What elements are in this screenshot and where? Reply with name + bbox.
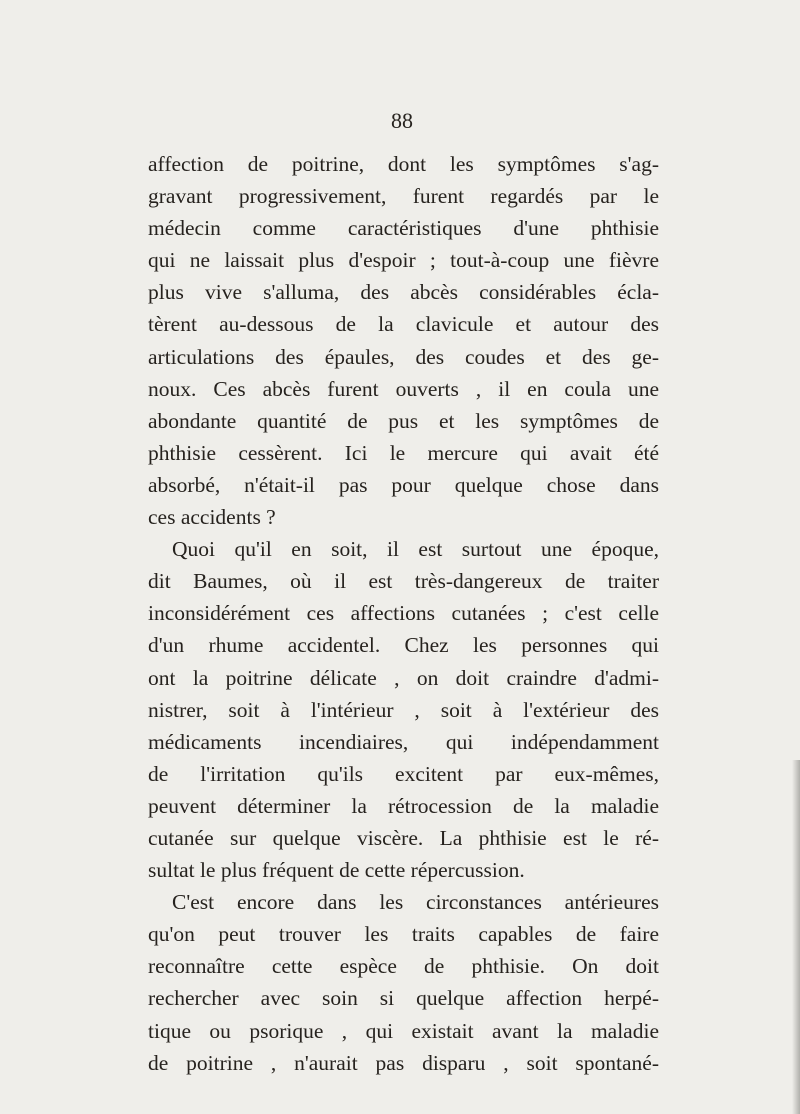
text-line: médicaments incendiaires, qui indépendamment: [148, 729, 659, 754]
text-line: reconnaître cette espèce de phthisie. On doit: [148, 954, 659, 979]
text-line: médecin comme caractéristiques d'une phthisie: [148, 216, 659, 241]
text-line: tique ou psorique , qui existait avant la maladie: [148, 1018, 659, 1043]
text-line: abondante quantité de pus et les symptômes de: [148, 408, 659, 433]
text-line: inconsidérément ces affections cutanées ; c'est celle: [148, 601, 659, 626]
text-line: ces accidents ?: [148, 505, 276, 530]
text-line: gravant progressivement, furent regardés par le: [148, 184, 659, 209]
text-line: affection de poitrine, dont les symptômes s'ag-: [148, 152, 659, 176]
text-line: absorbé, n'était-il pas pour quelque chose dans: [148, 472, 659, 497]
text-line: de l'irritation qu'ils excitent par eux-mêmes,: [148, 761, 659, 786]
text-line: articulations des épaules, des coudes et des ge-: [148, 344, 659, 369]
text-line: nistrer, soit à l'intérieur , soit à l'extérieur des: [148, 697, 659, 722]
paragraph-start-line: Quoi qu'il en soit, il est surtout une époque,: [172, 537, 659, 562]
text-line: qu'on peut trouver les traits capables de faire: [148, 922, 659, 947]
text-line: sultat le plus fréquent de cette répercussion.: [148, 858, 525, 883]
body-text: [148, 148, 659, 1079]
text-line: tèrent au-dessous de la clavicule et autour des: [148, 312, 659, 337]
text-line: peuvent déterminer la rétrocession de la maladie: [148, 793, 659, 818]
text-line: noux. Ces abcès furent ouverts , il en coula une: [148, 376, 659, 401]
text-line: d'un rhume accidentel. Chez les personnes qui: [148, 633, 659, 658]
text-line: plus vive s'alluma, des abcès considérables écla-: [148, 280, 659, 305]
page-edge-shadow: [792, 760, 800, 1114]
text-line: phthisie cessèrent. Ici le mercure qui avait été: [148, 440, 659, 465]
paragraph-start-line: C'est encore dans les circonstances antérieures: [172, 890, 659, 915]
page-number: 88: [391, 108, 413, 133]
text-line: de poitrine , n'aurait pas disparu , soit spontané-: [148, 1050, 659, 1075]
text-line: dit Baumes, où il est très-dangereux de traiter: [148, 569, 659, 594]
text-line: rechercher avec soin si quelque affection herpé-: [148, 986, 659, 1011]
text-line: cutanée sur quelque viscère. La phthisie est le ré-: [148, 825, 659, 850]
text-line: qui ne laissait plus d'espoir ; tout-à-coup une fièvre: [148, 248, 659, 273]
text-line: ont la poitrine délicate , on doit craindre d'admi-: [148, 665, 659, 690]
